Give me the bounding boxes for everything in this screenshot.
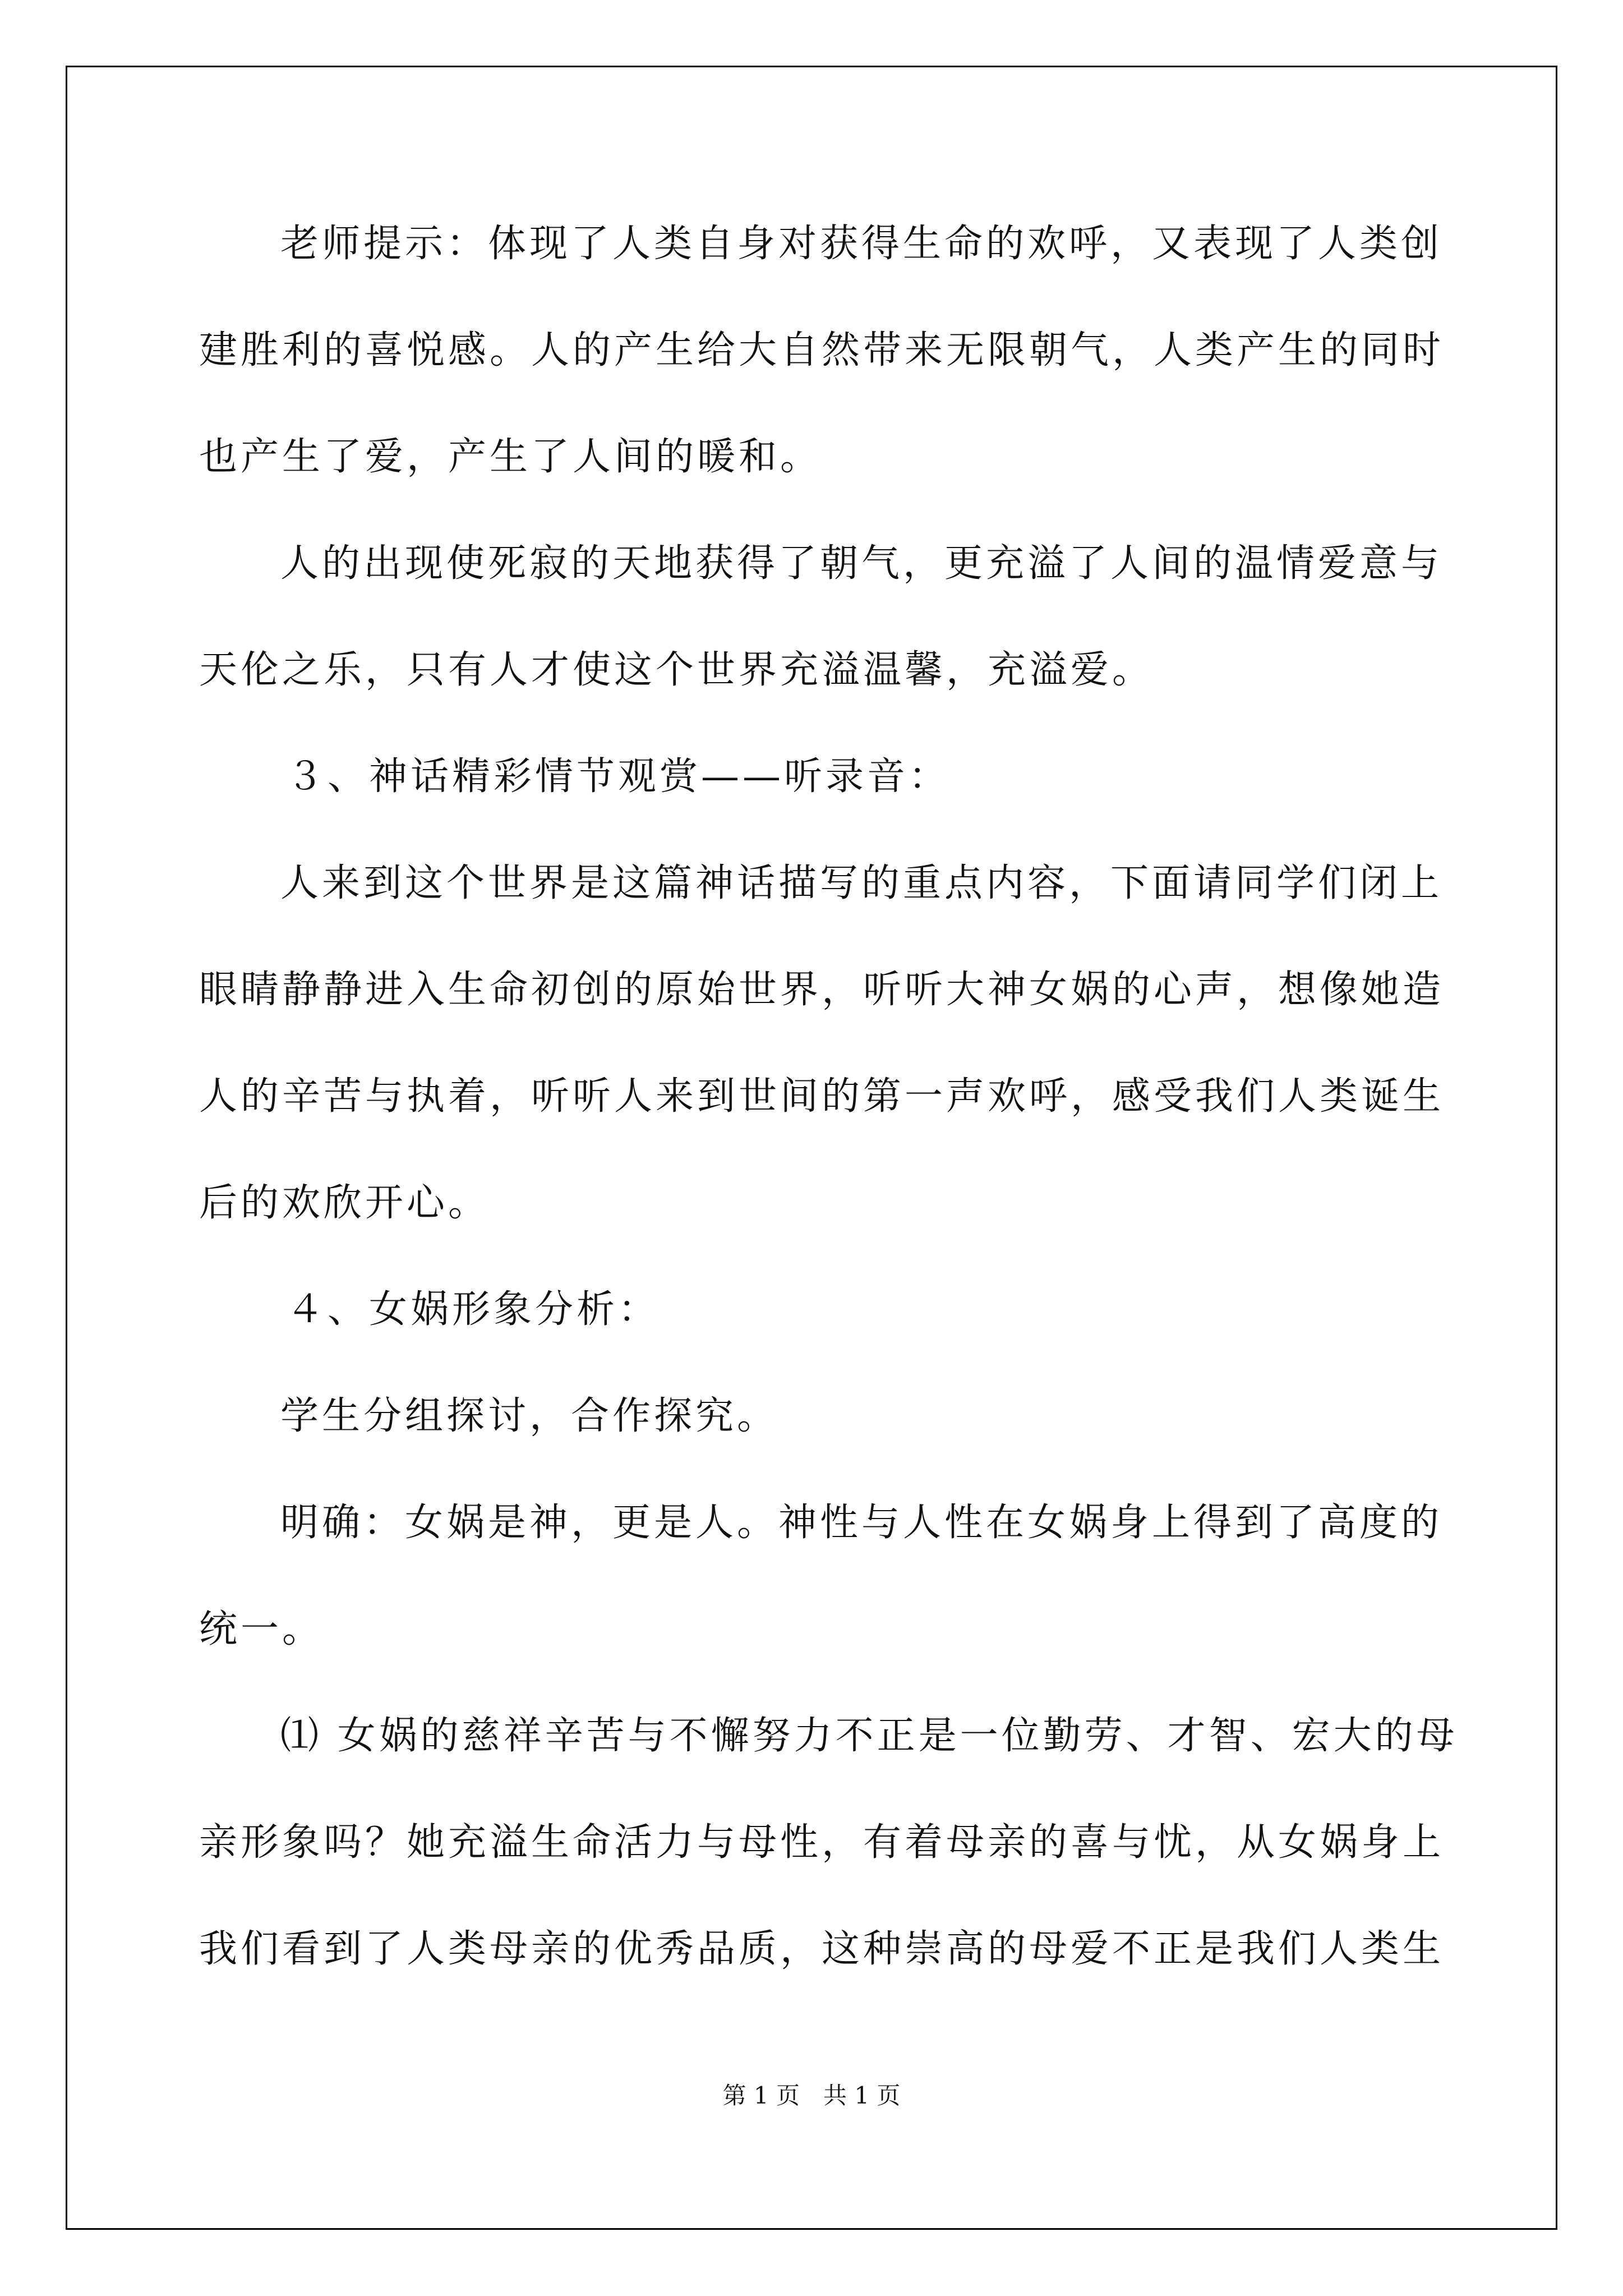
paragraph-line: 眼睛静静进入生命初创的原始世界，听听大神女娲的心声，想像她造 bbox=[199, 968, 1445, 1012]
paragraph-line: 学生分组探讨，合作探究。 bbox=[280, 1394, 779, 1438]
paragraph-line: 老师提示：体现了人类自身对获得生命的欢呼，又表现了人类创 bbox=[280, 222, 1443, 266]
paragraph-line: 人的辛苦与执着，听听人来到世间的第一声欢呼，感受我们人类诞生 bbox=[199, 1074, 1445, 1119]
paragraph-line: 人的出现使死寂的天地获得了朝气，更充溢了人间的温情爱意与 bbox=[280, 541, 1443, 586]
page-number: 第 1 页 共 1 页 bbox=[722, 2082, 901, 2109]
page-border bbox=[66, 66, 1557, 2230]
paragraph-line: 建胜利的喜悦感。人的产生给大自然带来无限朝气，人类产生的同时 bbox=[199, 328, 1445, 372]
section-heading: ４、女娲形象分析： bbox=[286, 1287, 660, 1332]
paragraph-line: 也产生了爱，产生了人间的暖和。 bbox=[199, 435, 822, 479]
paragraph-line: 明确：女娲是神，更是人。神性与人性在女娲身上得到了高度的 bbox=[280, 1501, 1443, 1545]
paragraph-line: 人来到这个世界是这篇神话描写的重点内容，下面请同学们闭上 bbox=[280, 861, 1443, 905]
paragraph-line: 统一。 bbox=[199, 1607, 324, 1651]
paragraph-line: ⑴ 女娲的慈祥辛苦与不懈努力不正是一位勤劳、才智、宏大的母 bbox=[280, 1714, 1458, 1758]
paragraph-line: 后的欢欣开心。 bbox=[199, 1181, 490, 1225]
section-heading: ３、神话精彩情节观赏——听录音： bbox=[286, 754, 951, 799]
paragraph-line: 亲形象吗？她充溢生命活力与母性，有着母亲的喜与忧，从女娲身上 bbox=[199, 1820, 1445, 1865]
paragraph-line: 我们看到了人类母亲的优秀品质，这种崇高的母爱不正是我们人类生 bbox=[199, 1927, 1445, 1971]
paragraph-line: 天伦之乐，只有人才使这个世界充溢温馨，充溢爱。 bbox=[199, 648, 1154, 692]
